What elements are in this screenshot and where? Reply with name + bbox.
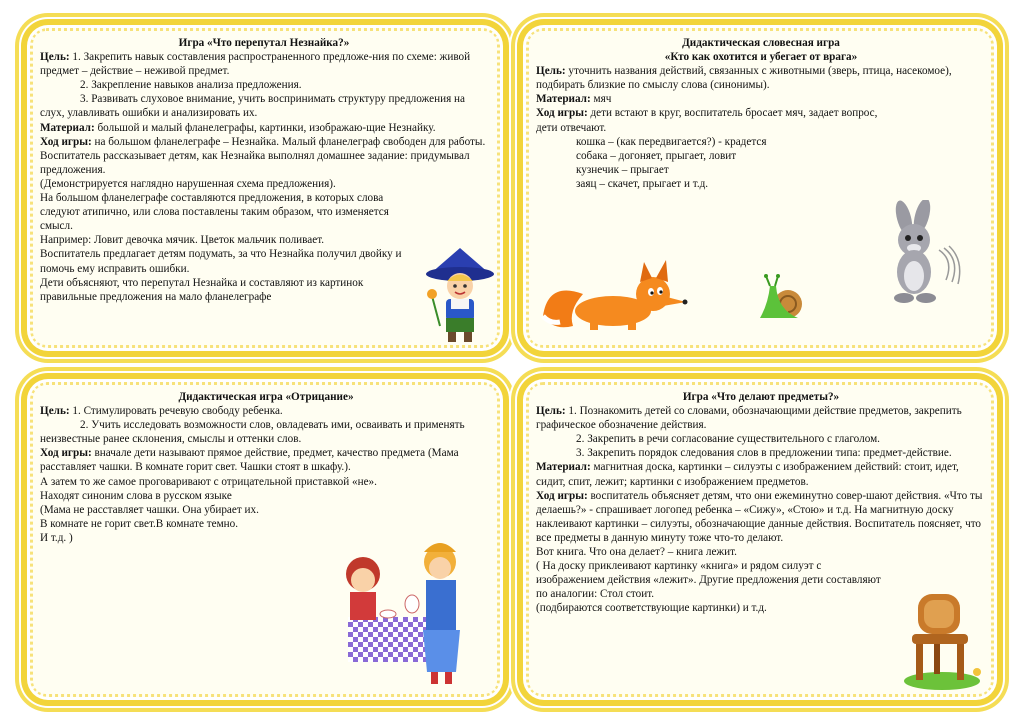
course: Ход игры: на большом фланелеграфе – Незнайка. Малый фланелеграф свободен для работы. Воспитатель рассказывает детям, как Незнайка выполнял домашнее задание: придумывал предложения. xyxy=(40,135,486,176)
paragraph: И т.д. ) xyxy=(40,531,73,544)
chair-illustration xyxy=(902,586,984,691)
card-text xyxy=(536,390,986,616)
list-item: кузнечик – прыгает xyxy=(576,163,669,176)
fox-illustration xyxy=(538,256,688,336)
goal: Цель: уточнить названия действий, связанных с животными (зверь, птица, насекомое), подбирать близкие по смыслу слова (синонимы). xyxy=(536,65,952,92)
list-item: собака – догоняет, прыгает, ловит xyxy=(576,149,737,162)
material: Материал: мяч xyxy=(536,93,612,106)
paragraph: ( На доску приклеивают картинку «книга» и рядом силуэт с изображением действия «лежит». Другие предложения дети составляют по аналогии: Стол стоит. xyxy=(536,560,881,601)
card-title: Дидактическая игра «Отрицание» xyxy=(178,391,354,403)
goal-1: Цель: 1. Познакомить детей со словами, обозначающими действие предметов, закрепить графическое обозначение действия. xyxy=(536,405,962,432)
list-item: кошка – (как передвигается?) - крадется xyxy=(576,135,767,148)
course: Ход игры: вначале дети называют прямое действие, предмет, качество предмета (Мама расставляет чашки. В комнате горит свет. Чашки стоят в шкафу.). xyxy=(40,447,459,474)
goal-2: 2. Закрепить в речи согласование существительного с глаголом. xyxy=(576,433,880,446)
paragraph: Например: Ловит девочка мячик. Цветок мальчик поливает. xyxy=(40,234,325,247)
snail-illustration xyxy=(758,274,804,324)
goal-3: 3. Закрепить порядок следования слов в предложении типа: предмет-действие. xyxy=(576,447,952,460)
goal-2: 2. Закрепление навыков анализа предложения. xyxy=(80,79,302,92)
paragraph: Дети объясняют, что перепутал Незнайка и составляют из картинок правильные предложения на мало фланелеграфе xyxy=(40,276,364,303)
paragraph: На большом фланелеграфе составляются предложения, в которых слова следуют атипично, или слова поставлены таким образом, что изменяется смысл. xyxy=(40,192,389,233)
card-title: Игра «Что делают предметы?» xyxy=(682,391,840,403)
paragraph: А затем то же самое проговаривают с отрицательной приставкой «не». xyxy=(40,475,377,488)
paragraph: Находят синоним слова в русском языке xyxy=(40,489,232,502)
goal-2: 2. Учить исследовать возможности слов, овладевать ими, осваивать и применять неизвестные ранее склонения, смыслы и оттенки слов. xyxy=(40,419,465,446)
paragraph: (Демонстрируется наглядно нарушенная схема предложения). xyxy=(40,177,336,190)
card-negation-game xyxy=(30,382,500,697)
card-objects-game xyxy=(526,382,994,697)
paragraph: Вот книга. Что она делает? – книга лежит. xyxy=(536,546,737,559)
card-text xyxy=(536,36,986,191)
list-item: заяц – скачет, прыгает и т.д. xyxy=(576,177,709,190)
neznaika-illustration xyxy=(420,246,500,346)
card-hunting-game xyxy=(526,28,994,348)
material: Материал: большой и малый фланелеграфы, картинки, изображаю-щие Незнайку. xyxy=(40,121,436,134)
card-title: Игра «Что перепутал Незнайка?» xyxy=(178,37,350,49)
goal-3: 3. Развивать слуховое внимание, учить воспринимать структуру предложения на слух, улавливать ошибки и анализировать их. xyxy=(40,93,465,120)
paragraph: В комнате не горит свет.В комнате темно. xyxy=(40,517,239,530)
card-neznaika-game xyxy=(30,28,500,348)
paragraph: (подбираются соответствующие картинки) и т.д. xyxy=(536,602,767,615)
course: Ход игры: дети встают в круг, воспитатель бросает мяч, задает вопрос, дети отвечают. xyxy=(536,107,878,134)
card-subtitle: «Кто как охотится и убегает от врага» xyxy=(664,51,858,64)
paragraph: Воспитатель предлагает детям подумать, за что Незнайка получил двойку и помочь ему исправить ошибки. xyxy=(40,248,402,275)
rabbit-illustration xyxy=(864,200,964,310)
paragraph: (Мама не расставляет чашки. Она убирает их. xyxy=(40,503,259,516)
tea-party-illustration xyxy=(328,522,488,687)
goal-1: Цель: 1. Стимулировать речевую свободу ребенка. xyxy=(40,405,283,418)
material: Материал: магнитная доска, картинки – силуэты с изображением действий: стоит, идет, сидит, спит, лежит; картинки с изображением предметов. xyxy=(536,461,959,488)
card-title: Дидактическая словесная игра xyxy=(682,37,840,49)
goal-1: Цель: 1. Закрепить навык составления распространенного предложе-ния по схеме: живой предмет – действие – неживой предмет. xyxy=(40,51,471,78)
course: Ход игры: воспитатель объясняет детям, что они ежеминутно совер-шают действия. «Что ты делаешь?» - спрашивает логопед ребенка – «Сижу», «Стою» и т.д. На магнитную доску наклеивают картинки – силуэты, обозначающие данные действия. Воспитатель поясняет, что все предметы в данную минуту тоже что-то делают. xyxy=(536,489,983,544)
